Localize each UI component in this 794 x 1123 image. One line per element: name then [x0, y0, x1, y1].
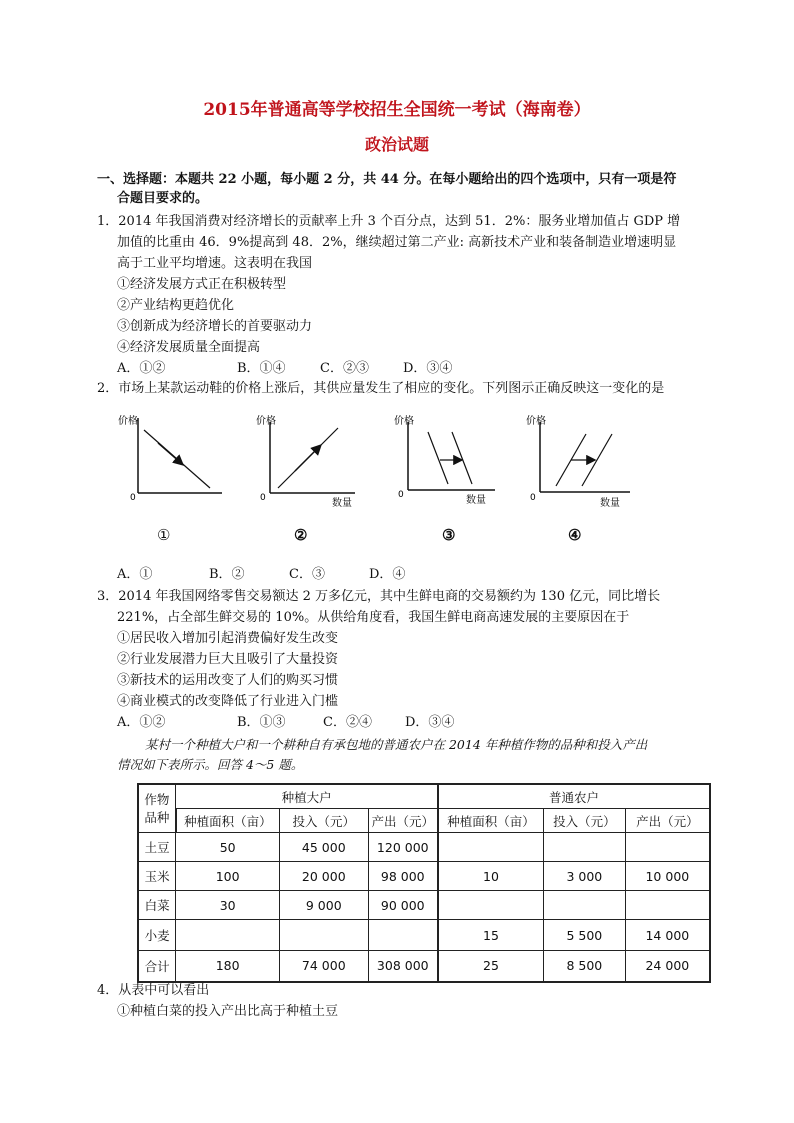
q1-item-1: ①经济发展方式正在积极转型	[117, 277, 287, 292]
table-cell: 9 000	[279, 891, 368, 920]
q3-options	[117, 714, 454, 731]
q1-stem-line2: 加值的比重由 46．9%提高到 48．2%，继续超过第二产业: 高新技术产业和装备制造业增速明显	[117, 235, 677, 250]
chart-4-origin: 0	[530, 493, 536, 503]
table-cell: 3 000	[544, 862, 626, 891]
section-instructions-line2: 合题目要求的。	[117, 191, 209, 206]
table-cell	[625, 891, 710, 920]
section-instructions-line1: 一、选择题：本题共 22 小题，每小题 2 分，共 44 分。在每小题给出的四个选项中，只有一项是符	[97, 172, 677, 187]
table-row-label: 玉米	[138, 862, 176, 891]
q1-stem-line1: 1．2014 年我国消费对经济增长的贡献率上升 3 个百分点，达到 51．2%：服务业增加值占 GDP 增	[97, 214, 681, 229]
q2-option-c[interactable]: C．③	[289, 567, 325, 582]
table-cell: 10 000	[625, 862, 710, 891]
table-cell: 15	[438, 920, 544, 951]
chart-4-x-label: 数量	[600, 498, 620, 509]
table-subheader: 投入（元）	[279, 809, 368, 833]
chart-3-origin: 0	[398, 490, 404, 500]
q3-item-2: ②行业发展潜力巨大且吸引了大量投资	[117, 652, 339, 667]
table-cell	[438, 891, 544, 920]
chart-3-x-label: 数量	[466, 495, 486, 506]
chart-2-y-label: 价格	[256, 416, 276, 427]
table-subheader: 产出（元）	[368, 809, 438, 833]
table-cell: 308 000	[368, 951, 438, 982]
table-cell: 8 500	[544, 951, 626, 982]
table-header-row-1	[138, 784, 710, 809]
table-header-row-2	[138, 809, 710, 833]
q2-options	[117, 566, 405, 583]
table-cell	[544, 833, 626, 862]
chart-1-label: ①	[157, 526, 171, 544]
q3-item-1: ①居民收入增加引起消费偏好发生改变	[117, 631, 339, 646]
q3-item-4: ④商业模式的改变降低了行业进入门槛	[117, 694, 339, 709]
table-corner-top: 作物	[144, 791, 170, 807]
page-subtitle: 政治试题	[364, 135, 429, 154]
table-group-ordinary: 普通农户	[438, 784, 710, 809]
q1-item-4: ④经济发展质量全面提高	[117, 340, 261, 355]
page-title: 2015年普通高等学校招生全国统一考试（海南卷）	[203, 100, 591, 120]
q1-option-c[interactable]: C．②③	[320, 361, 369, 376]
q4-item-1: ①种植白菜的投入产出比高于种植土豆	[117, 1004, 339, 1019]
table-cell: 120 000	[368, 833, 438, 862]
chart-3	[394, 414, 495, 506]
table-intro-line2: 情况如下表所示。回答 4～5 题。	[117, 757, 304, 772]
table-cell: 45 000	[279, 833, 368, 862]
table-cell: 180	[176, 951, 280, 982]
q3-stem-line2: 221%，占全部生鲜交易的 10%。从供给角度看，我国生鲜电商高速发展的主要原因在于	[117, 610, 630, 625]
table-corner-bottom: 品种	[144, 809, 170, 825]
table-row-label: 小麦	[138, 920, 176, 951]
q3-option-c[interactable]: C．②④	[323, 715, 372, 730]
table-row-label: 白菜	[138, 891, 176, 920]
table-cell: 100	[176, 862, 280, 891]
table-cell: 30	[176, 891, 280, 920]
chart-3-label: ③	[442, 526, 456, 544]
table-cell: 90 000	[368, 891, 438, 920]
table-cell: 50	[176, 833, 280, 862]
table-cell: 20 000	[279, 862, 368, 891]
table-row-label: 合计	[138, 951, 176, 982]
q3-option-d[interactable]: D．③④	[405, 715, 455, 730]
q2-option-a[interactable]: A．①	[117, 567, 153, 582]
q2-option-d[interactable]: D．④	[369, 567, 406, 582]
q1-item-3: ③创新成为经济增长的首要驱动力	[117, 319, 313, 334]
q1-stem-line3: 高于工业平均增速。这表明在我国	[117, 256, 313, 271]
table-cell: 25	[438, 951, 544, 982]
table-cell	[438, 833, 544, 862]
chart-2-x-label: 数量	[332, 498, 352, 509]
q1-option-d[interactable]: D．③④	[403, 361, 453, 376]
table-corner	[138, 784, 176, 833]
table-group-large: 种植大户	[176, 784, 438, 809]
chart-1-y-label: 价格	[118, 416, 138, 427]
table-row	[138, 833, 710, 862]
q2-stem: 2．市场上某款运动鞋的价格上涨后，其供应量发生了相应的变化。下列图示正确反映这一变化的是	[97, 381, 665, 396]
q2-chart-svg	[110, 408, 730, 520]
table-cell	[176, 920, 280, 951]
q2-option-b[interactable]: B．②	[209, 567, 245, 582]
chart-2-label: ②	[294, 526, 308, 544]
chart-2	[256, 414, 355, 509]
chart-3-y-label: 价格	[394, 416, 414, 427]
q1-item-2: ②产业结构更趋优化	[117, 298, 235, 313]
table-intro-line1: 某村一个种植大户和一个耕种自有承包地的普通农户在 2014 年种植作物的品种和投入产出	[145, 737, 648, 752]
table-row	[138, 920, 710, 951]
table-cell: 74 000	[279, 951, 368, 982]
table-cell	[279, 920, 368, 951]
table-subheader: 产出（元）	[625, 809, 710, 833]
table-cell: 98 000	[368, 862, 438, 891]
table-cell	[625, 833, 710, 862]
table-subheader: 种植面积（亩）	[438, 809, 544, 833]
crop-table	[137, 783, 711, 983]
q3-option-b[interactable]: B．①③	[237, 715, 286, 730]
table-row-total	[138, 951, 710, 982]
table-subheader: 投入（元）	[544, 809, 626, 833]
q1-options	[117, 360, 452, 377]
table-cell	[544, 891, 626, 920]
table-subheader: 种植面积（亩）	[176, 809, 280, 833]
q4-stem: 4．从表中可以看出	[97, 983, 210, 998]
chart-1	[118, 414, 222, 503]
chart-2-origin: 0	[260, 493, 266, 503]
q3-stem-line1: 3．2014 年我国网络零售交易额达 2 万多亿元，其中生鲜电商的交易额约为 130 亿元，同比增长	[97, 589, 661, 604]
chart-4	[526, 414, 630, 509]
q3-option-a[interactable]: A．①②	[117, 715, 166, 730]
chart-1-origin: 0	[130, 493, 136, 503]
table-cell	[368, 920, 438, 951]
q1-option-a[interactable]: A．①②	[117, 361, 166, 376]
chart-4-y-label: 价格	[526, 416, 546, 427]
table-cell: 10	[438, 862, 544, 891]
chart-4-label: ④	[568, 526, 582, 544]
table-row	[138, 862, 710, 891]
table-cell: 5 500	[544, 920, 626, 951]
table-row-label: 土豆	[138, 833, 176, 862]
table-row	[138, 891, 710, 920]
q3-item-3: ③新技术的运用改变了人们的购买习惯	[117, 673, 339, 688]
q1-option-b[interactable]: B．①④	[237, 361, 286, 376]
table-cell: 14 000	[625, 920, 710, 951]
table-cell: 24 000	[625, 951, 710, 982]
